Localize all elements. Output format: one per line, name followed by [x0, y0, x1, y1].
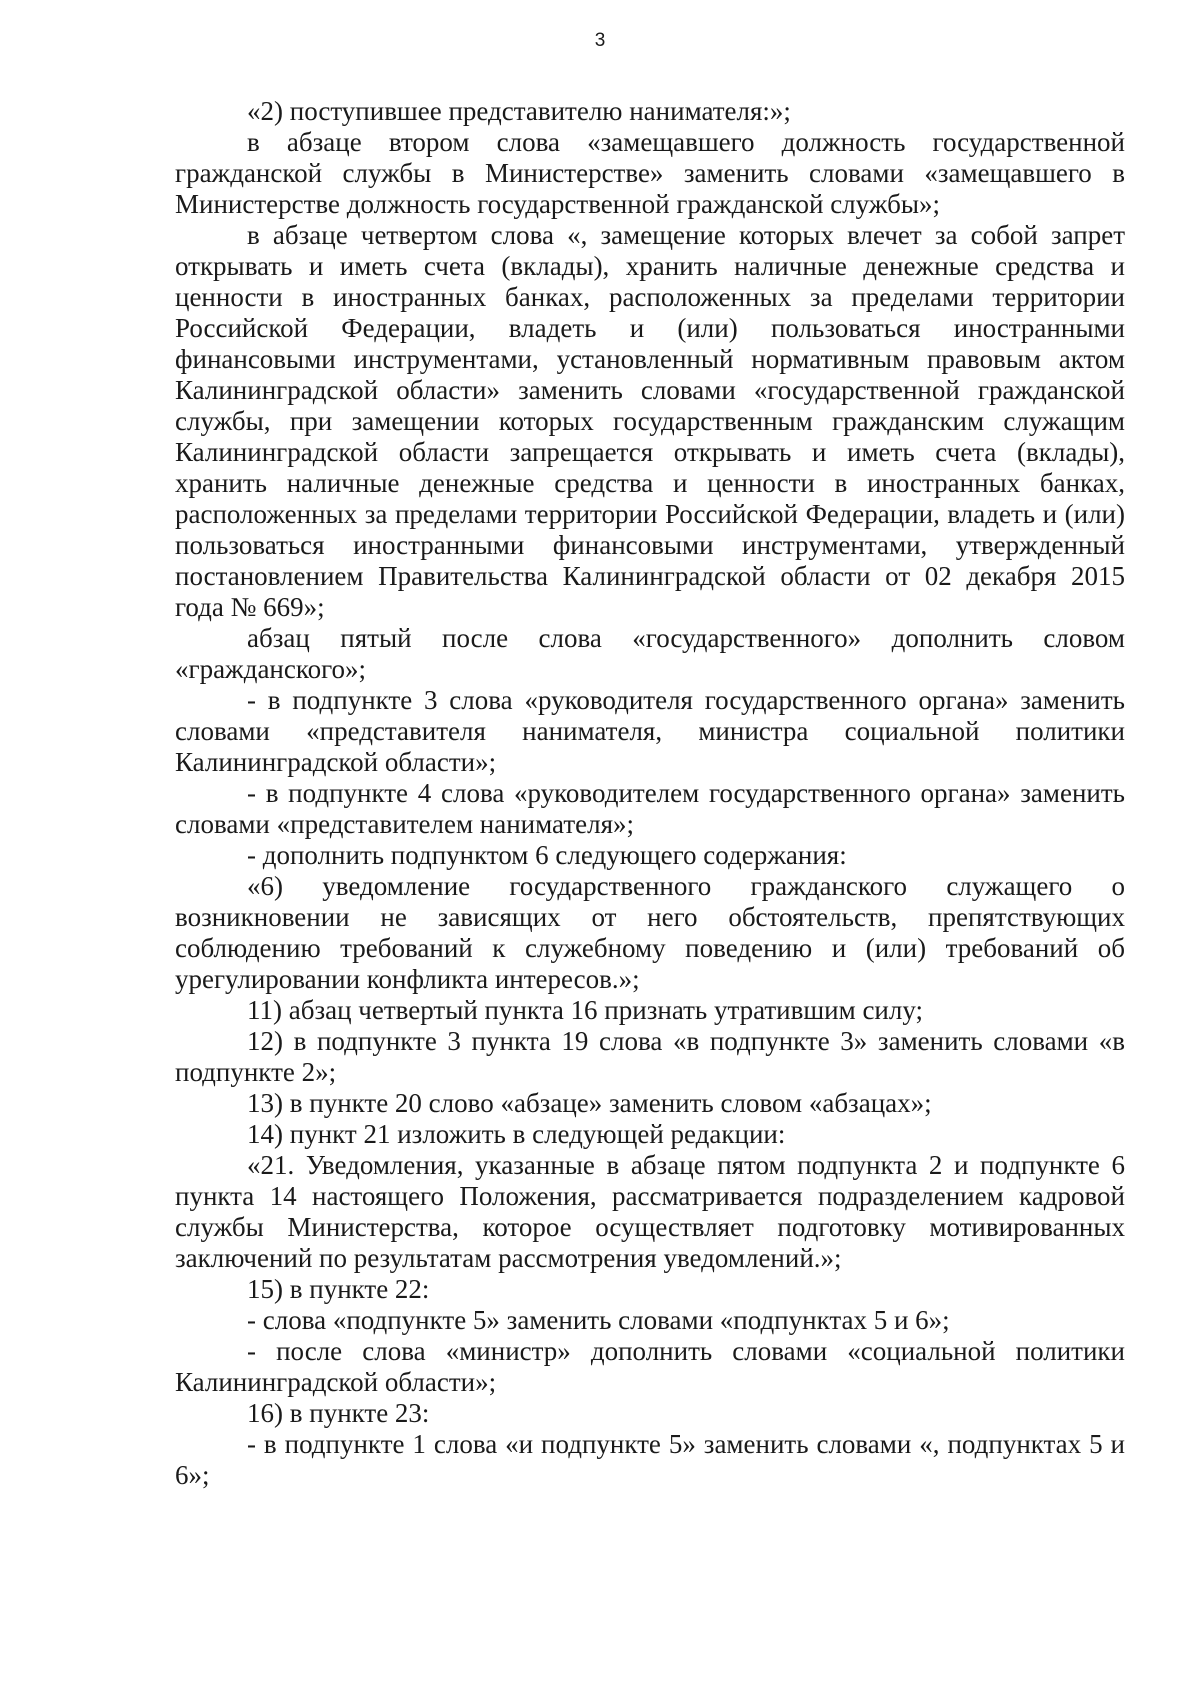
page-number: 3 [594, 30, 606, 51]
paragraph-9: 11) абзац четвертый пункта 16 признать утратившим силу; [247, 995, 924, 1025]
paragraph-16: - после слова «министр» дополнить словами «социальной политики Калининградской области»; [175, 1336, 1125, 1397]
paragraph-18: - в подпункте 1 слова «и подпункте 5» заменить словами «, подпунктах 5 и 6»; [175, 1429, 1125, 1490]
paragraph-3: в абзаце четвертом слова «, замещение которых влечет за собой запрет открывать и иметь счета (вклады), хранить наличные денежные средства и ценности в иностранных банках, расположенных за пределами территории Российской Федерации, владеть и (или) пользоваться иностранными финансовыми инструментами, установленный нормативным правовым актом Калининградской области» заменить словами «государственной гражданской службы, при замещении которых государственным гражданским служащим Калининградской области запрещается открывать и иметь счета (вклады), хранить наличные денежные средства и ценности в иностранных банках, расположенных за пределами территории Российской Федерации, владеть и (или) пользоваться иностранными финансовыми инструментами, утвержденный постановлением Правительства Калининградской области от 02 декабря 2015 года № 669»; [175, 220, 1125, 622]
paragraph-10: 12) в подпункте 3 пункта 19 слова «в подпункте 3» заменить словами «в подпункте 2»; [175, 1026, 1125, 1087]
document-body [175, 96, 1125, 1491]
paragraph-11: 13) в пункте 20 слово «абзаце» заменить словом «абзацах»; [247, 1088, 932, 1118]
paragraph-6: - в подпункте 4 слова «руководителем государственного органа» заменить словами «представителем нанимателя»; [175, 778, 1125, 839]
paragraph-14: 15) в пункте 22: [247, 1274, 430, 1304]
paragraph-8: «6) уведомление государственного гражданского служащего о возникновении не зависящих от него обстоятельств, препятствующих соблюдению требований к служебному поведению и (или) требований об урегулировании конфликта интересов.»; [175, 871, 1125, 994]
paragraph-15: - слова «подпункте 5» заменить словами «подпунктах 5 и 6»; [247, 1305, 950, 1335]
paragraph-2: в абзаце втором слова «замещавшего должность государственной гражданской службы в Министерстве» заменить словами «замещавшего в Министерстве должность государственной гражданской службы»; [175, 127, 1125, 219]
paragraph-7: - дополнить подпунктом 6 следующего содержания: [247, 840, 847, 870]
paragraph-5: - в подпункте 3 слова «руководителя государственного органа» заменить словами «представителя нанимателя, министра социальной политики Калининградской области»; [175, 685, 1125, 777]
paragraph-1: «2) поступившее представителю нанимателя:»; [247, 96, 791, 126]
paragraph-17: 16) в пункте 23: [247, 1398, 430, 1428]
paragraph-13: «21. Уведомления, указанные в абзаце пятом подпункта 2 и подпункте 6 пункта 14 настоящего Положения, рассматривается подразделением кадровой службы Министерства, которое осуществляет подготовку мотивированных заключений по результатам рассмотрения уведомлений.»; [175, 1150, 1125, 1273]
paragraph-12: 14) пункт 21 изложить в следующей редакции: [247, 1119, 786, 1149]
paragraph-4: абзац пятый после слова «государственного» дополнить словом «гражданского»; [175, 623, 1125, 684]
